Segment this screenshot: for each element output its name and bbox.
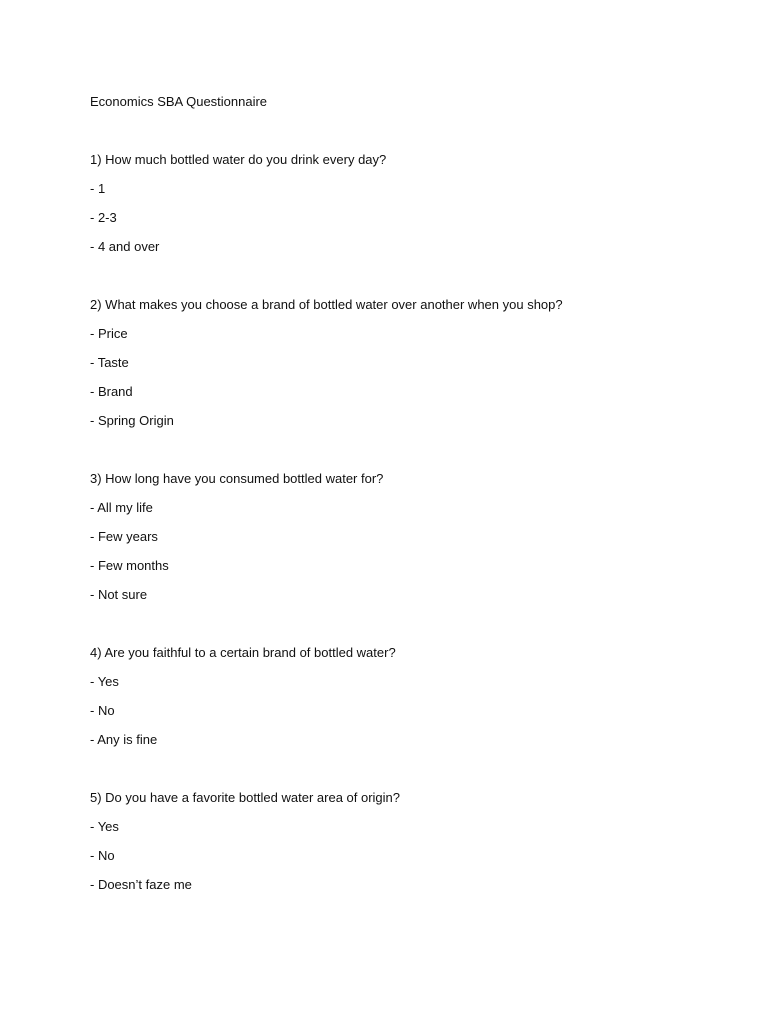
question-2-option-4: - Spring Origin	[90, 413, 174, 428]
question-5-option-1: - Yes	[90, 819, 119, 834]
document-page	[90, 92, 730, 933]
question-4-option-1: - Yes	[90, 674, 119, 689]
question-4-text: 4) Are you faithful to a certain brand of bottled water?	[90, 645, 396, 660]
question-5-option-3: - Doesn’t faze me	[90, 877, 192, 892]
question-block-4	[90, 643, 730, 749]
question-3-option-1: - All my life	[90, 500, 153, 515]
question-1-text: 1) How much bottled water do you drink every day?	[90, 152, 387, 167]
question-3-option-4: - Not sure	[90, 587, 148, 602]
question-4-option-3: - Any is fine	[90, 732, 158, 747]
question-block-2	[90, 295, 730, 430]
question-4-option-2: - No	[90, 703, 115, 718]
question-3-text: 3) How long have you consumed bottled water for?	[90, 471, 384, 486]
question-3-option-2: - Few years	[90, 529, 158, 544]
question-2-option-1: - Price	[90, 326, 128, 341]
question-block-1	[90, 150, 730, 256]
question-block-3	[90, 469, 730, 604]
question-1-option-3: - 4 and over	[90, 239, 160, 254]
question-2-text: 2) What makes you choose a brand of bottled water over another when you shop?	[90, 297, 563, 312]
question-5-option-2: - No	[90, 848, 115, 863]
document-title: Economics SBA Questionnaire	[90, 94, 268, 109]
question-block-5	[90, 788, 730, 894]
question-1-option-1: - 1	[90, 181, 106, 196]
question-3-option-3: - Few months	[90, 558, 169, 573]
question-5-text: 5) Do you have a favorite bottled water area of origin?	[90, 790, 401, 805]
question-2-option-3: - Brand	[90, 384, 133, 399]
question-2-option-2: - Taste	[90, 355, 129, 370]
question-1-option-2: - 2-3	[90, 210, 117, 225]
